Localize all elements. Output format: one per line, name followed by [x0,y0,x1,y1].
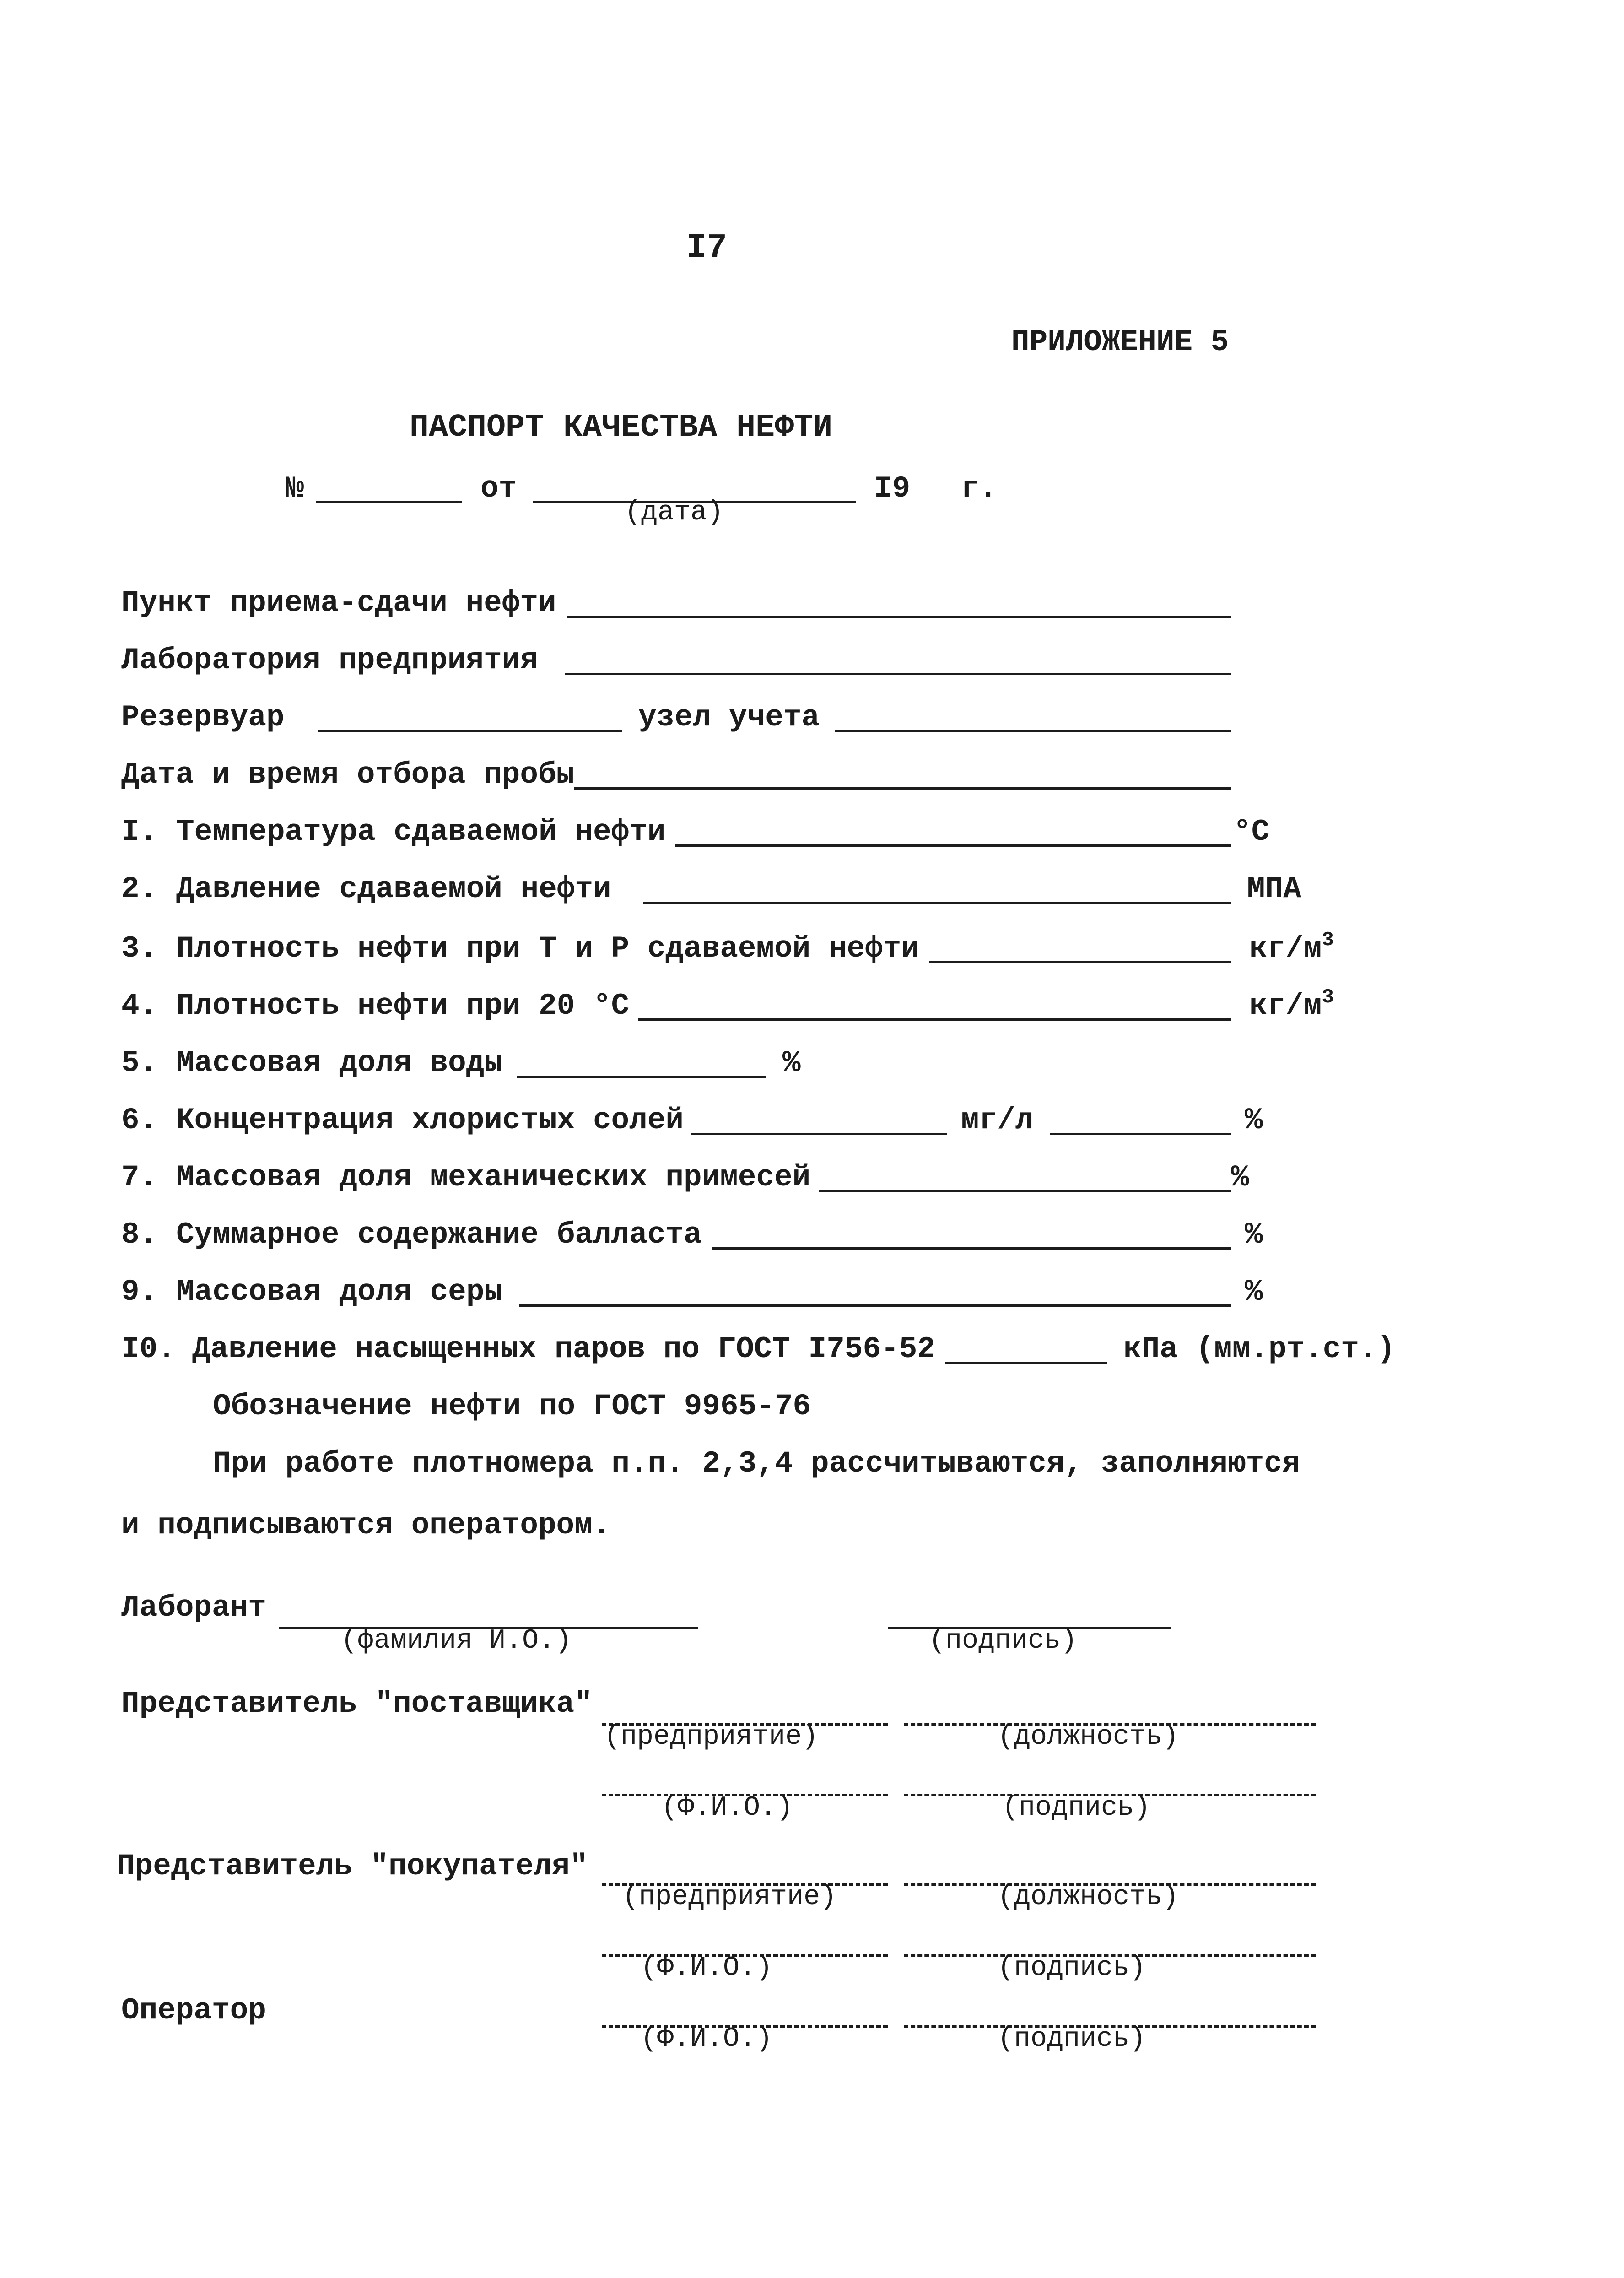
field-sampling-datetime: Дата и время отбора пробы [121,758,575,792]
designation: Обозначение нефти по ГОСТ 9965-76 [213,1389,811,1423]
buyer-position-caption: (должность) [998,1882,1179,1913]
sampling-datetime-line [574,787,1231,790]
page-number: I7 [686,229,727,267]
supplier-position-caption: (должность) [998,1721,1179,1753]
number-sign: № [286,471,304,506]
item-9-line [519,1304,1231,1307]
lab-fio-caption: (фамилия И.О.) [341,1625,572,1656]
field-laboratory: Лаборатория предприятия [121,643,538,677]
item-4-line [638,1018,1231,1021]
item-8-line [712,1247,1231,1250]
item-7-unit: % [1231,1160,1249,1195]
item-4-unit-exponent: 3 [1322,986,1334,1009]
item-1-number: I. [121,815,158,849]
operator-fio-caption: (Ф.И.О.) [641,2024,773,2055]
operator-label: Оператор [121,1993,266,2028]
field-reception-point: Пункт приема-сдачи нефти [121,586,556,620]
lab-signature-caption: (подпись) [929,1625,1078,1656]
buyer-signature-caption: (подпись) [998,1953,1146,1984]
field-metering-unit: узел учета [638,700,820,735]
operator-signature-caption: (подпись) [998,2024,1146,2055]
year-suffix: г. [961,471,998,506]
supplier-signature-caption: (подпись) [1002,1792,1151,1823]
appendix-label: ПРИЛОЖЕНИЕ 5 [1011,325,1229,359]
item-3-label: Плотность нефти при Т и Р сдаваемой нефти [176,931,919,966]
note-line-1: При работе плотномера п.п. 2,3,4 рассчитываются, заполняются [213,1446,1300,1481]
item-4-unit-base: кг/м [1249,989,1322,1023]
buyer-enterprise-caption: (предприятие) [622,1882,837,1913]
item-9-number: 9. [121,1275,158,1309]
item-5-number: 5. [121,1046,158,1080]
item-6-number: 6. [121,1103,158,1137]
item-3-unit-exponent: 3 [1322,929,1334,952]
item-8-unit: % [1245,1217,1263,1252]
item-10-line [945,1362,1107,1364]
item-6-line-b [1050,1133,1231,1135]
reception-point-line [567,616,1231,618]
item-2-line [643,902,1231,904]
item-2-label: Давление сдаваемой нефти [176,872,611,906]
item-3-number: 3. [121,931,158,966]
item-10-number: I0. [121,1332,176,1366]
number-line [316,501,462,503]
item-7-number: 7. [121,1160,158,1195]
date-caption: (дата) [625,497,724,528]
item-10-label: Давление насыщенных паров по ГОСТ I756-52 [192,1332,935,1366]
note-line-2: и подписываются оператором. [121,1508,611,1542]
item-6-label: Концентрация хлористых солей [176,1103,684,1137]
item-6-line-a [691,1133,947,1135]
lab-label: Лаборант [121,1591,266,1625]
item-1-unit: °С [1233,815,1270,849]
document-title: ПАСПОРТ КАЧЕСТВА НЕФТИ [410,410,833,446]
buyer-label: Представитель "покупателя" [117,1849,588,1883]
item-6-unit: % [1245,1103,1263,1137]
item-4-number: 4. [121,989,158,1023]
item-4-label: Плотность нефти при 20 °С [176,989,630,1023]
item-2-number: 2. [121,872,158,906]
field-reservoir: Резервуар [121,700,285,735]
item-1-label: Температура сдаваемой нефти [176,815,666,849]
buyer-fio-caption: (Ф.И.О.) [641,1953,773,1984]
item-1-line [675,844,1231,847]
item-3-line [929,961,1231,963]
item-8-number: 8. [121,1217,158,1252]
item-2-unit: МПА [1247,872,1301,906]
item-5-line [517,1076,766,1078]
item-3-unit [1249,929,1334,966]
supplier-enterprise-caption: (предприятие) [604,1721,819,1753]
item-3-unit-base: кг/м [1249,931,1322,966]
supplier-label: Представитель "поставщика" [121,1687,593,1721]
from-label: от [480,471,517,506]
item-5-label: Массовая доля воды [176,1046,502,1080]
item-8-label: Суммарное содержание балласта [176,1217,702,1252]
metering-unit-line [835,730,1231,732]
item-7-line [819,1190,1231,1192]
reservoir-line [318,730,622,732]
item-6-unit-mid: мг/л [961,1103,1034,1137]
item-10-unit: кПа (мм.рт.ст.) [1123,1332,1396,1366]
item-9-unit: % [1245,1275,1263,1309]
item-5-unit: % [782,1046,801,1080]
year-label: I9 [874,471,911,506]
item-7-label: Массовая доля механических примесей [176,1160,811,1195]
supplier-fio-caption: (Ф.И.О.) [661,1792,793,1823]
item-9-label: Массовая доля серы [176,1275,502,1309]
item-4-unit [1249,986,1334,1023]
laboratory-line [565,673,1231,675]
